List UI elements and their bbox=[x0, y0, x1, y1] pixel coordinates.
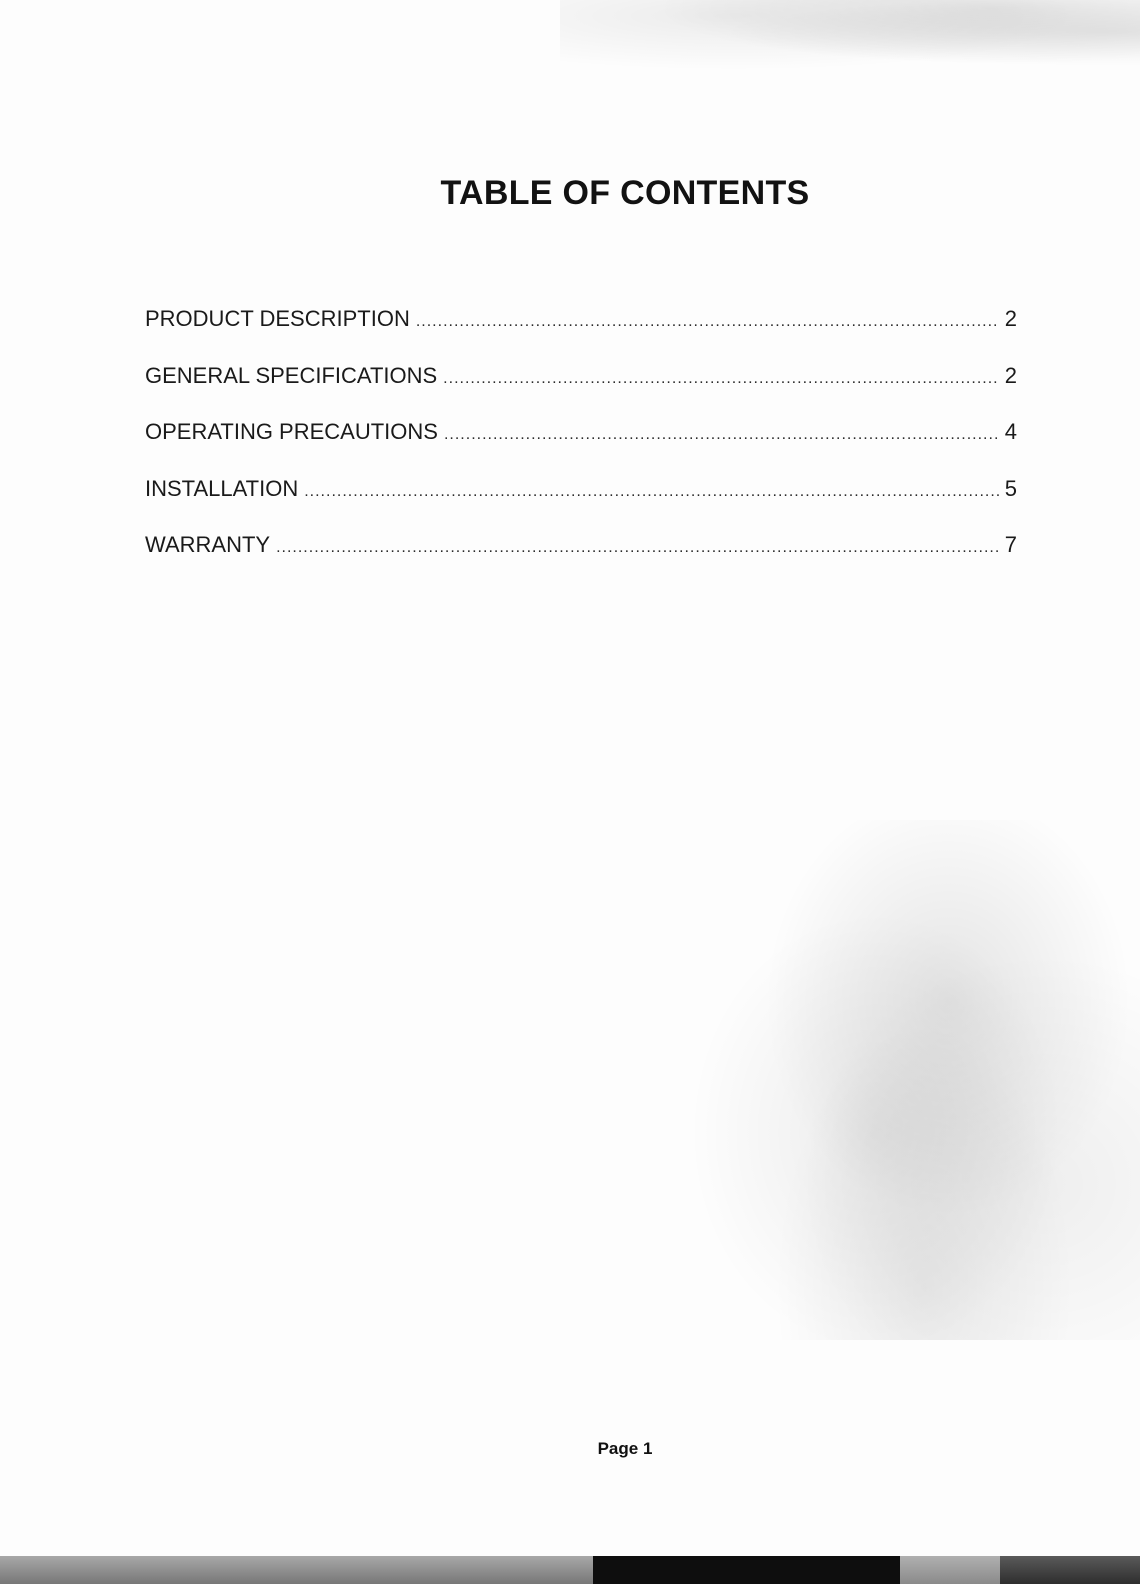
toc-entry-operating-precautions bbox=[145, 419, 1017, 476]
toc-entry-label: GENERAL SPECIFICATIONS bbox=[145, 362, 438, 388]
scanner-edge-segment bbox=[0, 1556, 593, 1584]
scan-noise-top bbox=[560, 0, 1140, 80]
page-number-footer: Page 1 bbox=[597, 1439, 653, 1458]
scan-noise-right bbox=[660, 820, 1140, 1340]
table-of-contents bbox=[145, 306, 1017, 589]
toc-entry-label: OPERATING PRECAUTIONS bbox=[145, 419, 438, 444]
toc-dot-leader bbox=[416, 313, 999, 331]
toc-entry-page: 2 bbox=[1004, 306, 1017, 331]
toc-dot-leader bbox=[443, 370, 999, 388]
toc-dot-leader bbox=[304, 483, 999, 501]
toc-entry-product-description bbox=[145, 306, 1017, 363]
toc-entry-page: 4 bbox=[1004, 419, 1017, 444]
scanner-edge-strip bbox=[0, 1556, 1140, 1584]
scanner-edge-segment bbox=[593, 1556, 900, 1584]
toc-entry-warranty bbox=[145, 532, 1017, 589]
toc-entry-page: 5 bbox=[1004, 475, 1017, 501]
toc-entry-installation bbox=[145, 476, 1017, 533]
toc-entry-page: 7 bbox=[1004, 532, 1017, 557]
toc-dot-leader bbox=[444, 426, 999, 444]
toc-entry-label: PRODUCT DESCRIPTION bbox=[145, 306, 410, 331]
toc-entry-label: WARRANTY bbox=[145, 532, 271, 557]
toc-entry-page: 2 bbox=[1004, 362, 1017, 388]
scanner-edge-segment bbox=[900, 1556, 1000, 1584]
toc-entry-label: INSTALLATION bbox=[145, 475, 299, 501]
page-title: TABLE OF CONTENTS bbox=[440, 174, 810, 212]
scanner-edge-segment bbox=[1000, 1556, 1140, 1584]
toc-entry-general-specifications bbox=[145, 363, 1017, 420]
toc-dot-leader bbox=[276, 539, 999, 557]
